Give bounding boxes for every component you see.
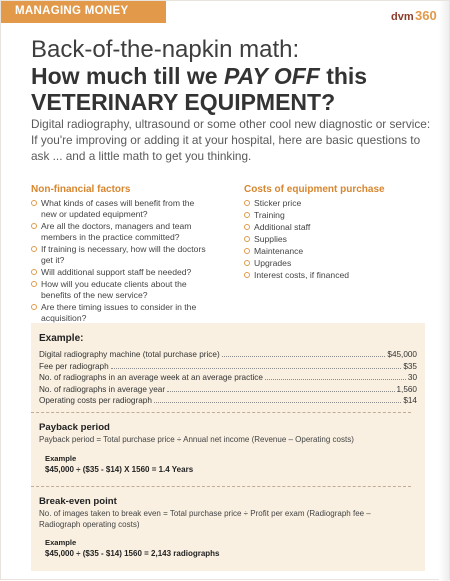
list-item: Maintenance [244,246,424,257]
example-row: Fee per radiograph $35 [39,361,417,371]
section-label: MANAGING MONEY [15,5,129,17]
logo-number: 360 [415,8,437,23]
payback-formula: Payback period = Total purchase price ÷ Annual net income (Revenue – Operating costs) [39,435,354,444]
bullet-icon [244,272,250,278]
leader-dots [222,356,386,357]
bullet-icon [244,260,250,266]
bullet-icon [31,246,37,252]
list-item: Additional staff [244,222,424,233]
dashed-divider [31,486,411,487]
list-item: What kinds of cases will benefit from the new or updated equipment? [31,198,211,220]
example-row: Operating costs per radiograph $14 [39,396,417,405]
example-title: Example: [39,333,84,344]
bullet-icon [244,200,250,206]
example-box [31,323,425,571]
bullet-icon [244,212,250,218]
intro-paragraph: Digital radiography, ultrasound or some other cool new diagnostic or service: If you're improving or adding it at your hospital, here are basic questions to ask ... and a little math to get you thinking. [31,117,431,163]
title-line-3: VETERINARY EQUIPMENT? [31,89,336,115]
example-row: No. of radiographs in an average week at an average practice 30 [39,373,417,382]
costs-list [244,198,424,282]
list-item: Are there timing issues to consider in the acquisition? [31,302,211,324]
leader-dots [167,391,394,392]
bullet-icon [31,223,37,229]
breakeven-example-label: Example [45,538,77,547]
list-item: Supplies [244,234,424,245]
bullet-icon [31,200,37,206]
example-table [39,333,417,407]
dvm360-logo [391,6,437,26]
non-financial-list [31,198,211,325]
bullet-icon [244,224,250,230]
leader-dots [154,402,401,403]
leader-dots [265,379,406,380]
payback-example-label: Example [45,454,77,463]
payback-example-calc: $45,000 ÷ ($35 - $14) X 1560 = 1.4 Years [45,465,194,474]
bullet-icon [244,248,250,254]
breakeven-formula: No. of images taken to break even = Total purchase price ÷ Profit per exam (Radiograph fee – Radiograph operating costs) [39,509,371,529]
example-row: Digital radiography machine (total purchase price) $45,000 [39,350,417,359]
bullet-icon [31,281,37,287]
payback-title: Payback period [39,422,110,433]
example-row: No. of radiographs in average year 1,560 [39,384,417,394]
dashed-divider [31,412,411,413]
leader-dots [111,368,402,369]
list-item: Upgrades [244,258,424,269]
breakeven-example-calc: $45,000 ÷ ($35 - $14) 1560 = 2,143 radiographs [45,549,220,558]
article-title [31,37,431,115]
bullet-icon [31,269,37,275]
title-line-1: Back-of-the-napkin math: [31,36,300,63]
list-item: Are all the doctors, managers and team members in the practice committed? [31,221,211,243]
costs-heading: Costs of equipment purchase [244,184,385,195]
section-banner [1,1,166,23]
title-line-2-prefix: How much till we [31,63,224,89]
breakeven-title: Break-even point [39,496,117,507]
list-item: Interest costs, if financed [244,270,424,281]
title-line-2-suffix: this [319,63,368,89]
list-item: If training is necessary, how will the doctors get it? [31,244,211,266]
page-edge-shadow [439,1,449,581]
bullet-icon [244,236,250,242]
title-line-2 [31,63,431,89]
list-item: Training [244,210,424,221]
list-item: Will additional support staff be needed? [31,267,211,278]
list-item: Sticker price [244,198,424,209]
non-financial-heading: Non-financial factors [31,184,131,195]
title-emphasis: PAY OFF [223,63,320,89]
list-item: How will you educate clients about the benefits of the new service? [31,279,211,301]
logo-text: dvm [391,11,414,23]
bullet-icon [31,304,37,310]
